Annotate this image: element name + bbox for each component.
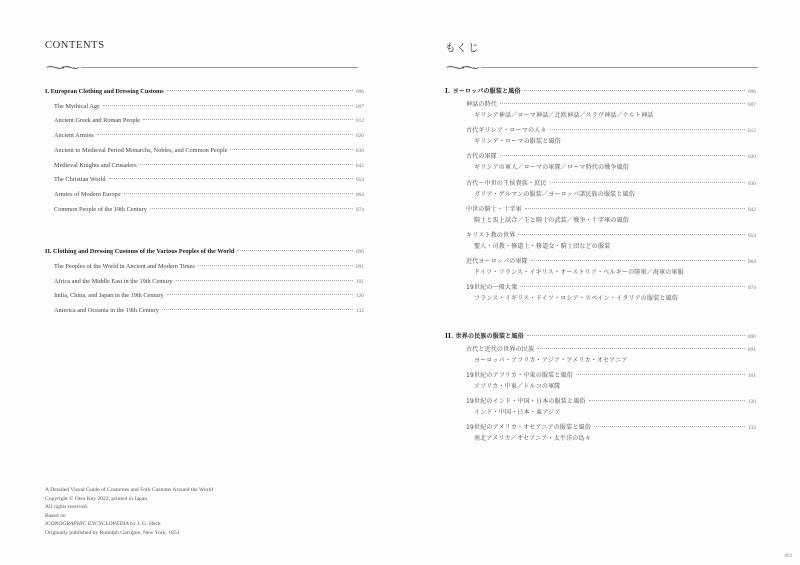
dot-leader [230,149,352,150]
dot-leader [97,134,353,135]
dot-leader [103,105,353,106]
dot-leader [162,309,353,310]
toc-entry[interactable] [54,203,364,217]
toc-subentries: ドイツ・フランス・イギリス・オーストリア・ベルギーの陸軍／海軍の軍服 [474,269,684,277]
dot-leader [550,182,745,183]
toc-entry-label: Armies of Modern Europe [54,190,121,198]
toc-entry-label: The Peoples of the World in Ancient and Modern Times [54,263,195,270]
toc-entry-label: キリスト教の世界 [466,232,516,239]
ornament-flourish-icon [445,63,481,72]
toc-entry-label: II. Clothing and Dressing Customs of the Various Peoples of the World [45,248,235,256]
toc-entry-label: 19世紀の一般大衆 [466,284,518,292]
toc-entry[interactable] [54,275,364,289]
dot-leader [531,260,745,261]
toc-subentries: インド・中国・日本・東アジア [474,409,561,416]
toc-page-number: 030 [355,147,364,154]
colophon-line: All rights reserved. [45,504,89,511]
toc-page-number: 012 [747,128,756,135]
dot-leader [176,280,353,281]
colophon-line [45,520,213,529]
toc-subentries: 南北アメリカ／オセアニア・太平洋の島々 [474,435,591,443]
toc-subentries: ヨーロッパ・アフリカ・アジア・アメリカ・オセアニア [474,356,628,364]
dot-leader [143,119,353,120]
toc-entry-label: Medieval Knights and Crusaders [54,161,137,169]
contents-heading-jp: もくじ [445,43,480,54]
toc-page-number: 132 [355,308,364,315]
toc-section[interactable] [45,245,364,259]
heading-rule [445,67,758,68]
toc-entry-label: America and Oceania in the 19th Century [54,307,159,315]
toc-section[interactable] [445,330,756,344]
toc-page-number: 007 [747,102,756,108]
toc-page-number: 120 [355,293,364,300]
toc-section[interactable] [445,85,756,99]
toc-subentries: フランス・イギリス・ドイツ・ロシア・スペイン・イタリアの服装と風俗 [474,295,679,303]
dot-leader [594,426,745,427]
toc-subentries: アフリカ・中東／トルコの軍隊 [474,382,561,390]
toc-entry-label: Ancient Greek and Roman People [54,117,141,125]
toc-entry[interactable] [54,100,364,114]
toc-page-number: 074 [747,285,756,292]
contents-heading: CONTENTS [45,40,105,51]
dot-leader [527,335,745,336]
toc-page-number: 054 [747,233,756,239]
toc-page-number: 006 [747,89,756,95]
toc-page-number: 020 [355,133,364,140]
dot-leader [198,265,353,266]
colophon-line: Based on [45,512,66,519]
dot-leader [167,294,353,295]
page-number: 003 [784,554,792,559]
dot-leader [167,90,353,91]
dot-leader [520,286,744,287]
dot-leader [237,250,353,251]
toc-subentries: ガリア・ゲルマンの服装／ヨーロッパ諸民族の服装と風俗 [474,190,635,198]
toc-page-number: 064 [747,259,756,266]
toc-entry-label: 19世紀のインド・中国・日本の服装と風俗 [466,398,586,405]
toc-entry-label: I. ヨーロッパの服装と風俗 [445,88,521,95]
book-author: by J. G. Heck [128,521,161,528]
heading-rule [45,67,358,68]
toc-page-number: 074 [355,206,364,213]
toc-subentries: 聖人・司教・修道士・修道女・騎士団などの服装 [474,243,611,250]
toc-entry-label: 19世紀のアメリカ・オセアニアの服装と風俗 [466,424,591,432]
toc-entry-label: Ancient Armies [54,132,94,140]
toc-entry-label: 古代〜中世の王侯貴族・庶民 [466,179,547,187]
toc-entry-label: 近代ヨーロッパの軍隊 [466,258,528,266]
toc-page-number: 007 [355,103,364,110]
toc-page-number: 090 [747,333,756,340]
dot-leader [140,164,353,165]
dot-leader [525,208,745,209]
toc-entry-label: 19世紀のアフリカ・中東の服装と風俗 [466,371,573,379]
colophon-line: Copyright © Otsu Key 2022, printed in Japan [45,495,148,502]
toc-subentries: 騎士と馬上試合／王と騎士の武装／戦争・十字軍の風俗 [474,216,630,224]
dot-leader [150,208,353,209]
toc-entry[interactable] [54,173,364,187]
dot-leader [589,400,745,401]
toc-page-number: 064 [355,191,364,198]
dot-leader [500,103,745,104]
toc-entry[interactable] [54,289,364,303]
book-title: ICONOGRAPHIC ENCYCLOPEDIA [45,521,129,528]
toc-entry-label: I. European Clothing and Dressing Customs [45,88,164,95]
toc-entry-label: Common People of the 19th Century [54,205,147,213]
right-page [400,0,800,565]
toc-page-number: 030 [747,180,756,187]
dot-leader [109,178,353,179]
dot-leader [500,155,745,156]
toc-entry[interactable] [54,114,364,128]
dot-leader [537,348,745,349]
toc-subentries: ギリシアの軍人／ローマの軍隊／ローマ時代の戦争風俗 [474,164,630,172]
toc-page-number: 042 [747,206,756,213]
colophon-line: Originally published by Rudolph Garrigue, New York, 1851 [45,529,180,536]
ornament-flourish-icon [45,63,81,72]
toc-page-number: 120 [747,399,756,405]
toc-entry-label: Africa and the Middle East in the 19th Century [54,277,173,285]
toc-entry-label: 古代ギリシア・ローマの人々 [466,127,547,135]
toc-page-number: 091 [747,346,756,353]
toc-entry[interactable] [54,129,364,143]
toc-page-number: 042 [355,162,364,169]
toc-page-number: 090 [355,249,364,256]
dot-leader [576,374,745,375]
toc-entry[interactable] [54,159,364,173]
toc-page-number: 054 [355,177,364,184]
toc-page-number: 091 [355,264,364,270]
colophon [45,486,213,538]
toc-page-number: 132 [747,425,756,432]
dot-leader [518,234,744,235]
toc-page-number: 020 [747,154,756,161]
toc-entry-label: 中世の騎士・十字軍 [466,205,522,213]
toc-entry-label: 古代と近代の世界の民族 [466,345,535,353]
toc-entry[interactable] [54,260,364,274]
toc-subentries: ギリシア・ローマの服装と風俗 [474,138,561,146]
dot-leader [550,129,745,130]
toc-page-number: 012 [355,118,364,125]
toc-entry-label: Ancient to Medieval Period Monarchs, Nobles, and Common People [54,146,228,154]
toc-entry-label: II. 世界の民族の服装と風俗 [445,332,524,340]
toc-entry-label: 古代の軍隊 [466,153,498,161]
dot-leader [124,193,353,194]
toc-section[interactable] [45,85,364,99]
toc-entry[interactable] [54,304,364,318]
dot-leader [524,90,745,91]
toc-entry-label: The Mythical Age [54,102,100,110]
toc-page-number: 101 [355,278,364,285]
toc-entry[interactable] [54,144,364,158]
toc-entry[interactable] [54,188,364,202]
toc-entry-label: 神話の時代 [466,101,498,108]
colophon-line: A Detailed Visual Guide of Costumes and Folk Customs Around the World [45,487,213,493]
toc-page-number: 006 [355,89,364,95]
toc-page-number: 101 [747,372,756,379]
toc-subentries: ギリシア神話／ローマ神話／北欧神話／スラヴ神話／ケルト神話 [474,112,654,119]
toc-entry-label: India, China, and Japan in the 19th Century [54,292,164,300]
toc-entry-label: The Christian World [54,176,106,184]
